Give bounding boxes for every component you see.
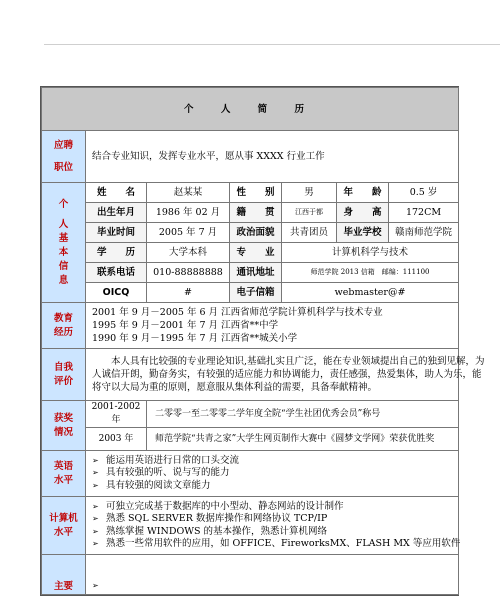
arrow-bullet-icon: ➢ [92,539,99,548]
list-item: ➢ 熟悉一些常用软件的应用，如 OFFICE、FireworksMX、FLASH MX 等应用软件 [92,538,461,549]
computer-level-label: 计算机 水平 [42,497,86,555]
list-item: ➢ 具有较强的听、说与写的能力 [92,467,230,479]
arrow-bullet-icon: ➢ [92,480,99,490]
personal-info-label: 个 人 基 本 信 息 [42,183,86,303]
political-value: 共青团员 [282,223,337,243]
awards-list [86,401,459,451]
education-list [86,303,459,349]
resume-table [40,86,485,596]
computer-skills-list [86,497,459,555]
name-label: 姓 名 [86,183,147,203]
list-item: ➢ 熟悉 SQL SERVER 数据库操作和网络协议 TCP/IP [92,513,328,524]
age-label: 年 龄 [337,183,389,203]
self-evaluation-label: 自我 评价 [42,349,86,401]
age-value: 0.5 岁 [389,183,459,203]
english-level-label: 英语 水平 [42,451,86,497]
birth-value: 1986 年 02 月 [147,203,230,223]
education-item: 1990 年 9 月－1995 年 7 月 江西省**城关小学 [92,333,298,344]
name-value: 赵某某 [147,183,230,203]
objective-label: 应聘 职位 [42,131,86,183]
list-item: ➢ 可独立完成基于数据库的中小型动、静态网站的设计制作 [92,500,344,512]
phone-label: 联系电话 [86,263,147,283]
main-section-content [86,555,459,595]
major-label: 专 业 [230,243,282,263]
degree-value: 大学本科 [147,243,230,263]
political-label: 政治面貌 [230,223,282,243]
gender-value: 男 [282,183,337,203]
height-label: 身 高 [337,203,389,223]
award-description: 师范学院“共青之家”大学生网页制作大赛中《圆梦文学网》荣获优胜奖 [147,428,459,451]
address-label: 通讯地址 [230,263,282,283]
education-item: 1995 年 9 月－2001 年 7 月 江西省**中学 [92,320,279,331]
height-value: 172CM [389,203,459,223]
origin-label: 籍 贯 [230,203,282,223]
gender-label: 性 别 [230,183,282,203]
award-year: 2003 年 [86,428,147,451]
arrow-bullet-icon: ➢ [92,514,99,523]
list-item [92,580,452,593]
award-row [86,428,458,451]
education-label: 教育 经历 [42,303,86,349]
graduation-value: 2005 年 7 月 [147,223,230,243]
resume-title: 个 人 简 历 [42,88,459,131]
address-value: 师范学院 2013 信箱 邮编：111100 [282,263,459,283]
major-value: 计算机科学与技术 [282,243,459,263]
award-year: 2001-2002 年 [86,401,147,428]
list-item: ➢ 具有较强的阅读文章能力 [92,479,211,491]
oicq-value: # [147,283,230,303]
objective-text: 结合专业知识，发挥专业水平，愿从事 XXXX 行业工作 [86,131,459,183]
award-description: 二零零一至二零零二学年度全院“学生社团优秀会员”称号 [155,408,381,419]
education-item: 2001 年 9 月－2005 年 6 月 江西省师范学院计算机科学与技术专业 [92,307,383,318]
school-label: 毕业学校 [337,223,389,243]
email-label: 电子信箱 [230,283,282,303]
school-value: 赣南师范学院 [389,223,459,243]
main-section-label: 主要 [42,555,86,595]
award-row [86,401,458,428]
origin-value: 江西于都 [282,203,337,223]
arrow-bullet-icon: ➢ [92,580,99,590]
arrow-bullet-icon: ➢ [92,468,99,478]
english-skills-list [86,451,459,497]
arrow-bullet-icon: ➢ [92,501,99,511]
top-divider-line [44,44,500,45]
list-item: ➢ 熟练掌握 WINDOWS 的基本操作，熟悉计算机网络 [92,525,328,537]
oicq-label: OICQ [86,283,147,303]
email-value: webmaster@# [282,283,459,303]
degree-label: 学 历 [86,243,147,263]
birth-label: 出生年月 [86,203,147,223]
arrow-bullet-icon: ➢ [92,526,99,536]
self-evaluation-text: 本人具有比较强的专业理论知识,基础扎实且广泛，能在专业领域提出自己的独到见解，为 人诚信开朗，勤奋务实，有较强的适应能力和协调能力，责任感强，热爱集体，助人为乐，能 将守以大局为重的原则，愿意服从集体利益的需要，具备奉献精神。 [86,349,459,401]
list-item: ➢ 能运用英语进行日常的口头交流 [92,454,240,466]
phone-value: 010-88888888 [147,263,230,283]
awards-label: 获奖 情况 [42,401,86,451]
arrow-bullet-icon: ➢ [92,455,99,465]
graduation-label: 毕业时间 [86,223,147,243]
